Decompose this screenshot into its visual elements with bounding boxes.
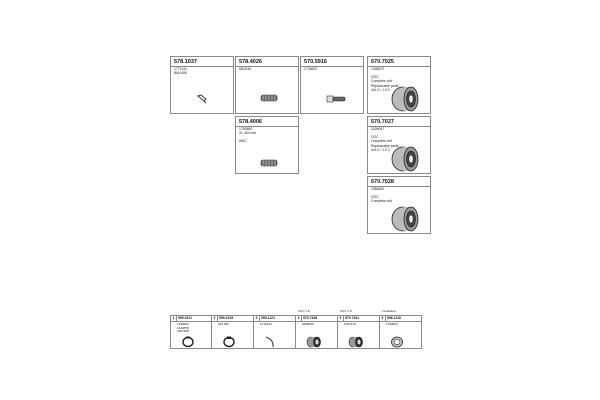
ref-line: 1084650 [371, 187, 385, 191]
ref-line: 2026057 [371, 127, 385, 131]
cell-index: 5 [338, 316, 344, 321]
part-number: 570.7028 [368, 177, 430, 187]
cell-ref: 1330053 [177, 322, 189, 326]
ref-line: BM1458 [174, 71, 187, 76]
part-number: 578.4006 [236, 117, 298, 127]
ref-line: 4x1.0 / 1.0.3 [371, 87, 390, 92]
part-number: 570.7027 [368, 117, 430, 127]
ref-line: Complete unit [371, 79, 392, 84]
ref-line: 58CB16 [239, 67, 252, 71]
ref-line: XL 400 mm [239, 131, 257, 136]
strip-cell [254, 315, 296, 349]
seal-ring-icon [390, 336, 404, 348]
strip-cell [170, 315, 212, 349]
cell-index: 2 [212, 316, 218, 321]
cell-index: 4 [296, 316, 302, 321]
part-card-578-4026 [235, 56, 299, 114]
cell-index: 6 [380, 316, 386, 321]
ref-line: Complete unit [371, 139, 392, 144]
part-card-578-4006 [235, 116, 299, 174]
ref-line: 1346570 [371, 67, 385, 71]
bolt-icon [325, 93, 347, 105]
strip-cell [338, 315, 380, 349]
ref-line: 4x1.0 / 1.0.3 [371, 147, 390, 152]
strip-cell [380, 315, 422, 349]
part-number: 570.7025 [368, 57, 430, 67]
part-card-570-5916 [300, 56, 364, 114]
cell-ref: 1907288 [177, 329, 189, 334]
part-number: 578.1037 [171, 57, 233, 67]
cell-ref: 1702824 [386, 322, 398, 326]
ref-line: OOC [371, 195, 379, 200]
strip-note: Installation [382, 309, 397, 313]
part-card-578-1037 [170, 56, 234, 114]
clamp-ring-icon [222, 336, 236, 348]
strip-cell [212, 315, 254, 349]
cell-code: 059.1121 [261, 316, 275, 320]
ref-line: OOC [371, 75, 379, 80]
spring-icon [260, 93, 280, 103]
ref-line: 1783589 [239, 127, 253, 131]
cell-code: 596.1118 [387, 316, 401, 320]
cell-index: 3 [254, 316, 260, 321]
part-card-570-7027 [367, 116, 431, 174]
strip-cell [296, 315, 338, 349]
drum-unit-icon [390, 145, 420, 173]
cartridge-icon [348, 336, 364, 348]
cell-ref: 1776412 [260, 322, 272, 326]
clip-icon [195, 93, 209, 105]
cell-ref: 1327470 [344, 322, 356, 326]
part-number: 570.5916 [301, 57, 363, 67]
cell-code: 599.0215 [219, 316, 234, 320]
ref-line: 1725602 [304, 67, 318, 71]
drum-unit-icon [390, 205, 420, 233]
ref-line: AWC [239, 139, 247, 144]
cell-ref: 1620878 [177, 325, 189, 330]
cell-index: 1 [171, 316, 177, 321]
hose-bend-icon [264, 336, 278, 348]
part-card-570-7028 [367, 176, 431, 234]
cartridge-icon [306, 336, 322, 348]
ref-line: Replaceable parts [371, 143, 399, 148]
ref-line: OOC [371, 135, 379, 140]
drum-unit-icon [390, 85, 420, 113]
clamp-ring-icon [181, 336, 195, 348]
part-card-570-7025 [367, 56, 431, 114]
cell-ref: 342.025 [218, 322, 229, 326]
spring-icon [260, 158, 280, 168]
part-number: 578.4026 [236, 57, 298, 67]
ref-line: 1771141 [174, 67, 187, 71]
ref-line: Complete unit [371, 199, 392, 204]
strip-note: SOC 6 ltr [340, 309, 353, 313]
accessories-strip [170, 307, 426, 349]
cell-ref: 2658029 [302, 322, 314, 326]
cell-code: 570.7348 [303, 316, 318, 320]
strip-note: SOC 4 ltr [298, 309, 311, 313]
cell-code: 599.0211 [178, 316, 192, 320]
cell-code: 570.7341 [345, 316, 360, 320]
ref-line: Replaceable parts [371, 83, 399, 88]
